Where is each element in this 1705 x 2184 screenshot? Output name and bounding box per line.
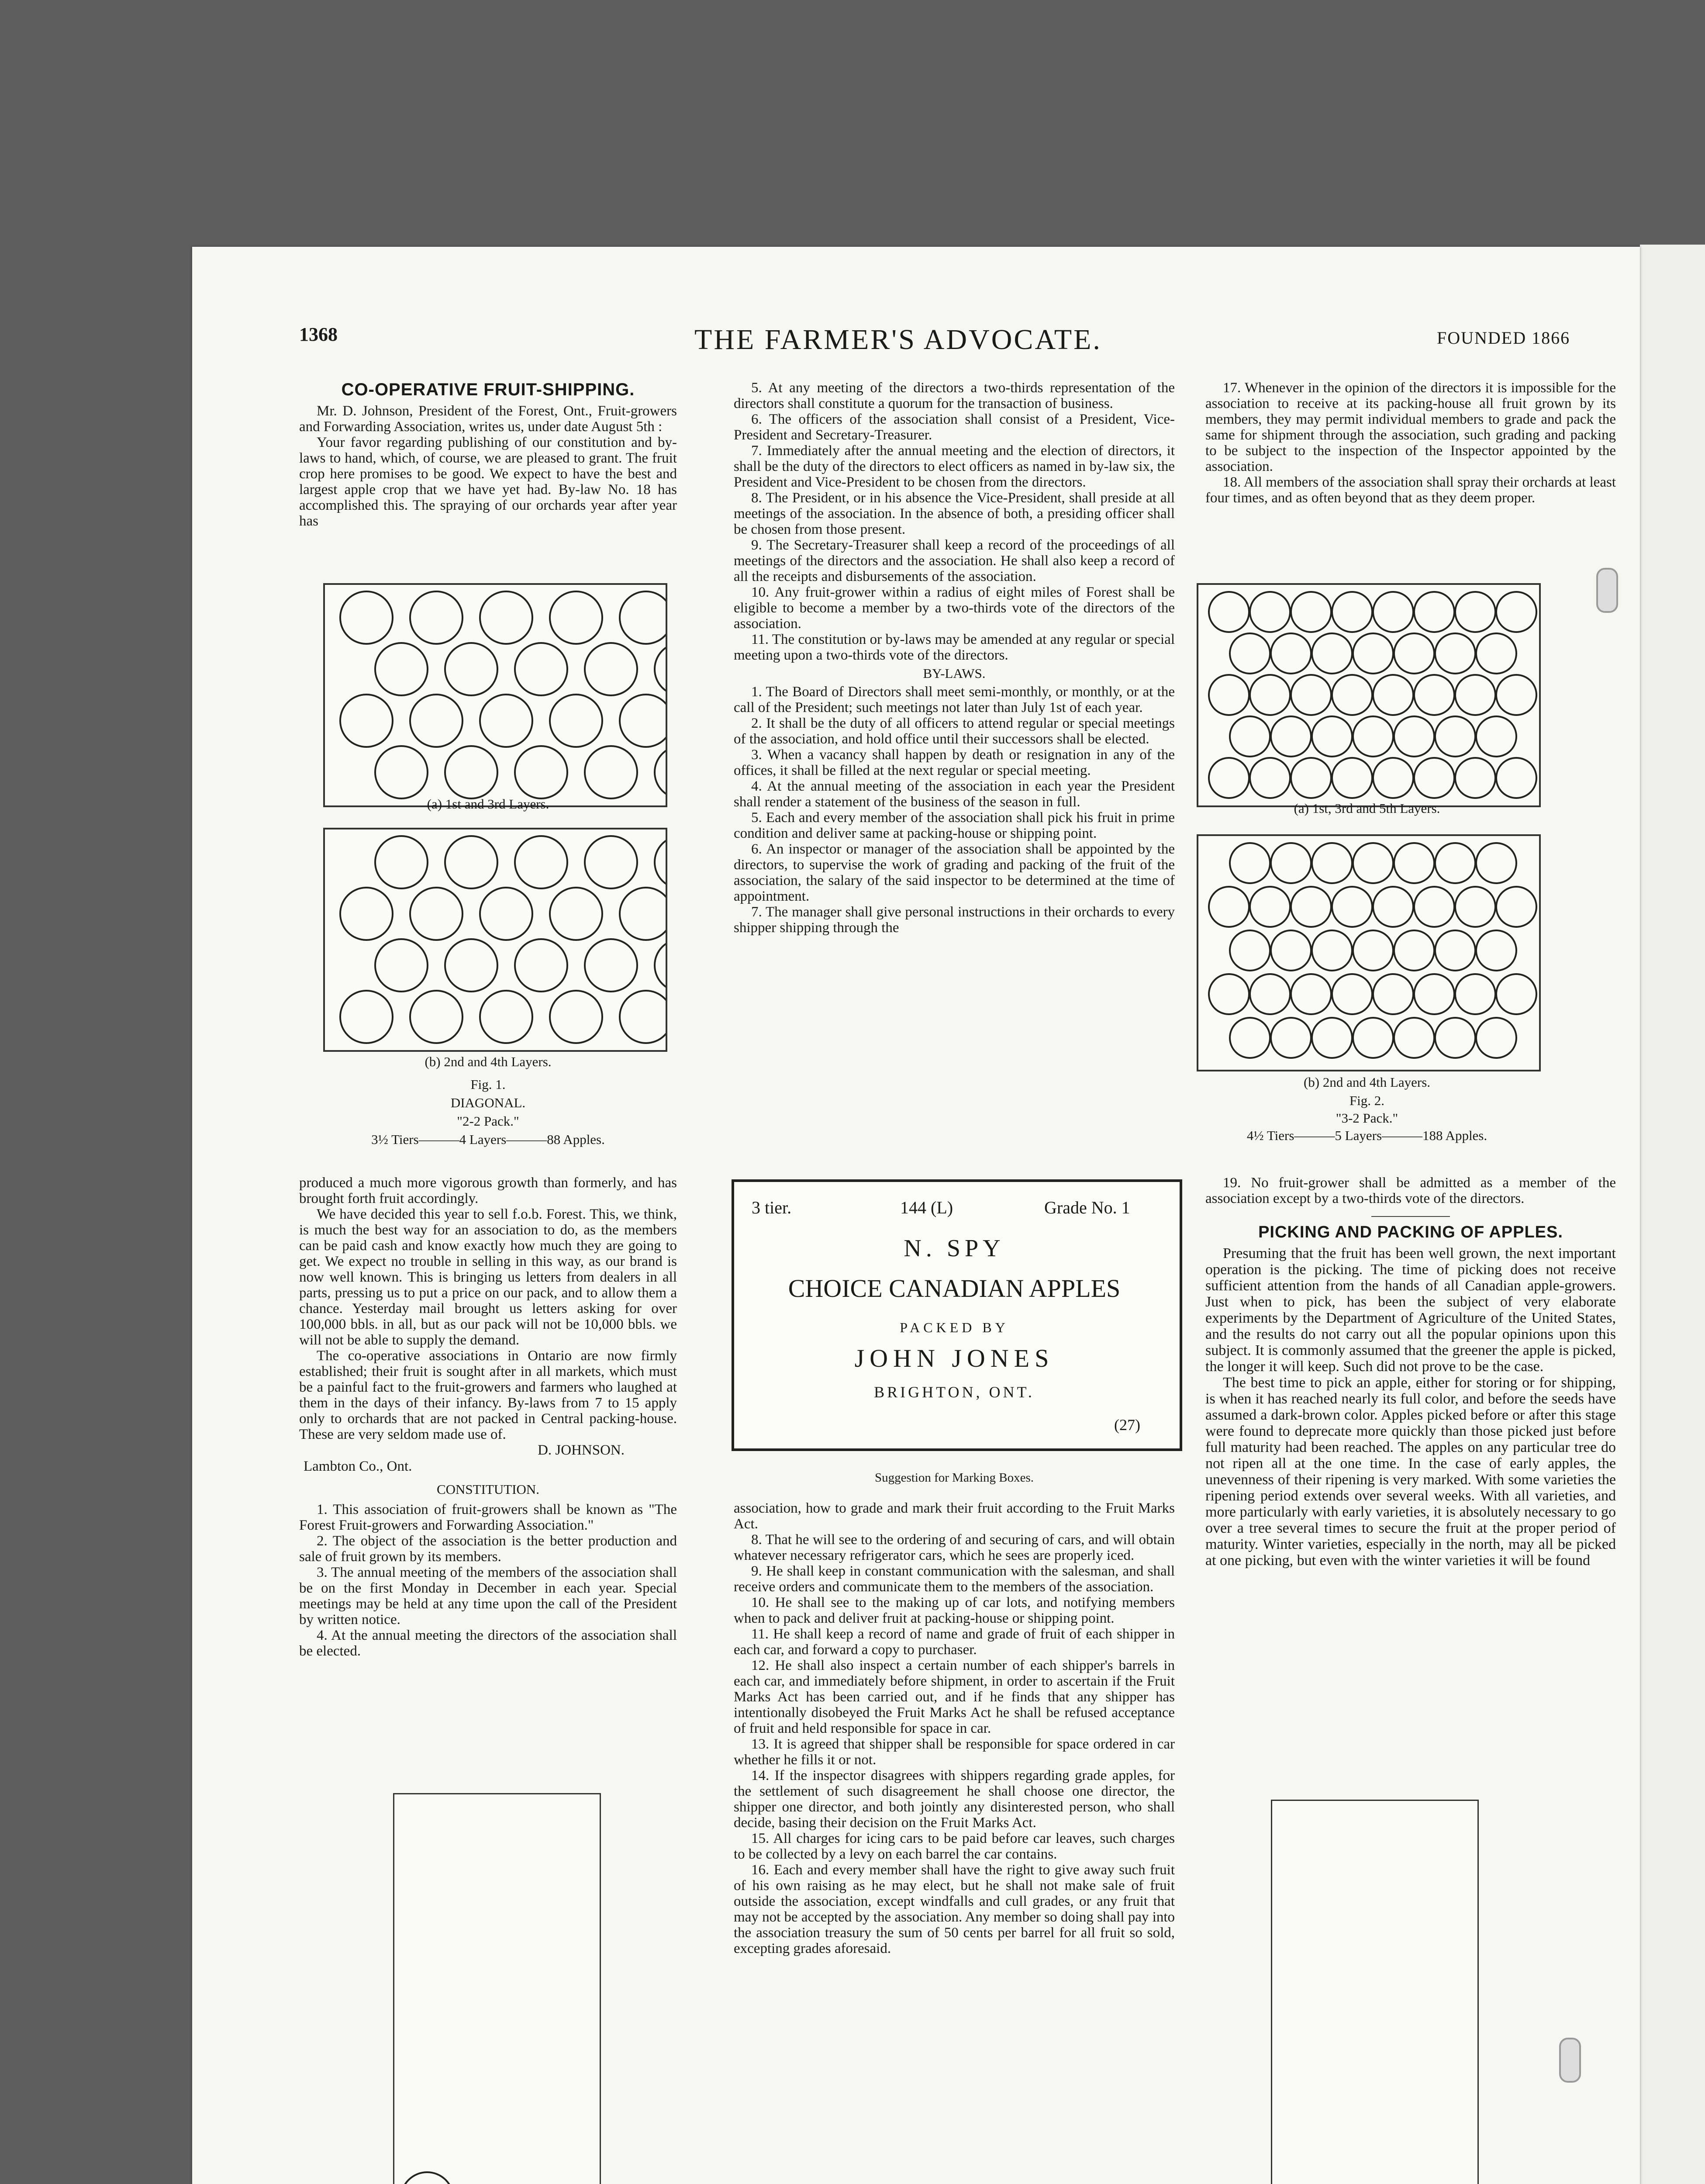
apple-circle <box>1250 887 1290 927</box>
apple-circle <box>445 746 497 798</box>
apple-circle <box>1291 974 1331 1014</box>
apple-circle <box>1435 843 1475 883</box>
apple-circle <box>585 746 637 798</box>
paragraph: 10. Any fruit-grower within a radius of eight miles of Forest shall be eligible to become a member by a two-thirds vote of the directors of the association. <box>734 584 1175 632</box>
apple-circle <box>1373 675 1413 715</box>
paragraph: 5. At any meeting of the directors a two-thirds representation of the directors shall constitute a quorum for the transaction of business. <box>734 380 1175 411</box>
apple-circle <box>1271 843 1311 883</box>
box-packed-by: PACKED BY <box>900 1320 1009 1335</box>
box-caption: Suggestion for Marking Boxes. <box>874 1471 1034 1485</box>
apple-circle <box>375 746 428 798</box>
apple-circle <box>1414 675 1454 715</box>
paragraph: The best time to pick an apple, either for storing or for shipping, is when it has reached nearly its full color, and before the seeds have assumed a dark-brown color. Apples picked before or after this stage were found to deprecate more quickly than those picked just before full maturity had been reached. The apples on any particular tree do not ripen all at the one time. In the case of early apples, the unevenness of their ripening is very marked. With some varieties the ripening period extends over several weeks. With all varieties, and more particularly with early varieties, it is absolutely necessary to go over a tree several times to secure the fruit at the proper period of maturity. Winter varieties, especially in the north, may all be picked at one picking, but even with the winter varieties it will be found <box>1205 1375 1616 1569</box>
apple-circle <box>410 888 462 940</box>
paragraph: 6. The officers of the association shall consist of a President, Vice-President and Secretary-Treasurer. <box>734 411 1175 443</box>
fig1a-circles <box>325 585 666 805</box>
paragraph: 11. He shall keep a record of name and grade of fruit of each shipper in each car, and forward a copy to purchaser. <box>734 1626 1175 1658</box>
apple-circle <box>1230 930 1270 971</box>
place: Lambton Co., Ont. <box>304 1458 412 1474</box>
fig2b-diagram <box>1197 834 1541 1071</box>
apple-circle <box>1435 633 1475 674</box>
column-2-top <box>734 380 1175 936</box>
fig1-caption-block <box>299 1054 677 1147</box>
column-3-body <box>1205 1175 1616 1569</box>
paragraph: 2. It shall be the duty of all officers to attend regular or special meetings of the association, and hold office until their successors shall be elected. <box>734 715 1175 747</box>
apple-circle <box>1312 843 1352 883</box>
apple-circle <box>1291 887 1331 927</box>
fig3-diagram <box>393 1793 601 2184</box>
paragraph: Mr. D. Johnson, President of the Forest, Ont., Fruit-growers and Forwarding Association, writes us, under date August 5th : <box>299 403 677 435</box>
apple-circle <box>655 643 666 695</box>
fig1b-diagram <box>323 828 667 1052</box>
column-3-top <box>1205 380 1616 506</box>
apple-circle <box>655 836 666 888</box>
paragraph: 3. The annual meeting of the members of the association shall be on the first Monday in December in each year. Special meetings may be held at any time upon the call of the President by written notice. <box>299 1565 677 1628</box>
paragraph: 9. The Secretary-Treasurer shall keep a record of the proceedings of all meetings of the directors and the association. He shall also keep a record of all the receipts and disbursements of the association. <box>734 537 1175 584</box>
paragraph: 2. The object of the association is the better production and sale of fruit grown by its members. <box>299 1533 677 1565</box>
article-title: CO-OPERATIVE FRUIT-SHIPPING. <box>341 380 635 399</box>
paragraph: 6. An inspector or manager of the association shall be appointed by the directors, to supervise the work of grading and packing of the fruit of the association, the salary of the said inspector to be determined at the time of appointment. <box>734 841 1175 904</box>
apple-circle <box>1353 1018 1393 1058</box>
apple-circle <box>1496 887 1536 927</box>
signature: D. JOHNSON. <box>538 1442 625 1458</box>
apple-circle <box>1271 716 1311 757</box>
paragraph: We have decided this year to sell f.o.b. Forest. This, we think, is much the best way for an association to do, as the members can be paid cash and know exactly how much they are going to get. We expect no trouble in selling in this way, as our brand is now well known. This is bringing us letters from dealers in all parts, pressing us to put a price on our pack, and to allow them a chance. Yesterday mail brought us letters asking for over 100,000 bbls. in all, but as our pack will not be 10,000 bbls. we will not be able to supply the demand. <box>299 1206 677 1348</box>
paragraph: Presuming that the fruit has been well grown, the next important operation is the picking. The time of picking does not receive sufficient attention from the hands of all Canadian apple-growers. Just when to pick, has been the subject of very elaborate experiments by the Department of Agriculture of the United States, and the results do not carry out all the popular opinions upon this subject. It is commonly assumed that the greener the apple is picked, the longer it will keep. Such did not prove to be the case. <box>1205 1245 1616 1375</box>
fig2a-circles <box>1198 585 1539 805</box>
founded-line: FOUNDED 1866 <box>1437 328 1570 348</box>
paragraph: 8. That he will see to the ordering of and securing of cars, and will obtain whatever necessary refrigerator cars, which he sees are properly iced. <box>734 1532 1175 1563</box>
apple-circle <box>1435 716 1475 757</box>
binder-clip <box>1596 568 1618 613</box>
apple-circle <box>1209 974 1249 1014</box>
fig2a-caption: (a) 1st, 3rd and 5th Layers. <box>1294 801 1440 816</box>
apple-circle <box>550 695 602 747</box>
paragraph: 1. The Board of Directors shall meet semi-monthly, or monthly, or at the call of the President; such meetings not later than July 1st of each year. <box>734 684 1175 715</box>
apple-circle <box>1230 1018 1270 1058</box>
apple-circle <box>1476 716 1516 757</box>
apple-circle <box>445 939 497 992</box>
apple-circle <box>340 991 393 1043</box>
paragraph: 12. He shall also inspect a certain number of each shipper's barrels in each car, and immediately before shipment, in order to ascertain if the Fruit Marks Act has been carried out, and if he finds that any shipper has intentionally disobeyed the Fruit Marks Act he shall be refused acceptance of fruit and held responsible for space in car. <box>734 1658 1175 1736</box>
apple-circle <box>1250 675 1290 715</box>
apple-circle <box>480 991 532 1043</box>
paragraph: 5. Each and every member of the association shall pick his fruit in prime condition and deliver same at packing-house or shipping point. <box>734 810 1175 841</box>
apple-circle <box>1476 843 1516 883</box>
apple-circle <box>620 591 666 644</box>
paragraph: 8. The President, or in his absence the Vice-President, shall preside at all meetings of the association. In the absence of both, a presiding officer shall be chosen from those present. <box>734 490 1175 537</box>
apple-circle <box>1353 843 1393 883</box>
apple-circle <box>1414 592 1454 632</box>
fig2-caption-block <box>1184 1075 1550 1144</box>
apple-circle <box>1496 758 1536 798</box>
apple-circle <box>1476 633 1516 674</box>
fig1-title: DIAGONAL. <box>450 1095 526 1110</box>
paragraph: 7. Immediately after the annual meeting and the election of directors, it shall be the duty of the directors to elect officers as named in by-law six, the President and Vice-President to be chosen from the directors. <box>734 443 1175 490</box>
adjacent-page-edge <box>1640 245 1705 2184</box>
apple-circle <box>1496 974 1536 1014</box>
apple-circle <box>620 991 666 1043</box>
box-tier: 3 tier. <box>752 1198 792 1217</box>
fig2-pack: "3-2 Pack." <box>1336 1110 1398 1126</box>
fig4-circles <box>1272 1801 1477 2184</box>
apple-circle <box>1209 675 1249 715</box>
paragraph: 17. Whenever in the opinion of the directors it is impossible for the association to receive at its packing-house all fruit grown by its members, they may permit individual members to grade and pack the same for shipment through the association, such grading and packing to be subject to the inspection of the Inspector appointed by the association. <box>1205 380 1616 474</box>
apple-circle <box>1414 758 1454 798</box>
binder-clip <box>1559 2038 1581 2083</box>
apple-circle <box>1455 675 1495 715</box>
constitution-heading: CONSTITUTION. <box>436 1482 540 1497</box>
apple-circle <box>340 695 393 747</box>
apple-circle <box>340 591 393 644</box>
column-1-body <box>299 1175 677 1659</box>
paragraph: 11. The constitution or by-laws may be amended at any regular or special meeting upon a two-thirds vote of the directors. <box>734 632 1175 663</box>
fig1a-diagram <box>323 583 667 807</box>
fig3-circles <box>394 1794 600 2184</box>
fig1-label: Fig. 1. <box>470 1077 506 1092</box>
apple-circle <box>1332 758 1372 798</box>
apple-circle <box>480 591 532 644</box>
apple-circle <box>620 888 666 940</box>
apple-circle <box>1394 843 1434 883</box>
apple-circle <box>375 836 428 888</box>
fig1b-circles <box>325 829 666 1050</box>
apple-circle <box>1312 1018 1352 1058</box>
numbered-apple-circle <box>401 2172 453 2184</box>
paragraph: 19. No fruit-grower shall be admitted as a member of the association except by a two-thirds vote of the directors. <box>1205 1175 1616 1206</box>
apple-circle <box>1373 592 1413 632</box>
paragraph: 7. The manager shall give personal instructions in their orchards to every shipper shipping through the <box>734 904 1175 936</box>
apple-circle <box>620 695 666 747</box>
column-2-body <box>734 1500 1175 1956</box>
fig1a-caption: (a) 1st and 3rd Layers. <box>427 796 549 812</box>
paragraph: 4. At the annual meeting of the association in each year the President shall render a statement of the business of the season in full. <box>734 778 1175 810</box>
apple-circle <box>1332 887 1372 927</box>
divider <box>1371 1216 1450 1217</box>
apple-circle <box>1353 930 1393 971</box>
fig1b-caption: (b) 2nd and 4th Layers. <box>425 1054 552 1069</box>
fig1-pack: "2-2 Pack." <box>457 1113 519 1129</box>
apple-circle <box>1291 675 1331 715</box>
apple-circle <box>1332 974 1372 1014</box>
box-grade: Grade No. 1 <box>1044 1198 1130 1217</box>
apple-circle <box>1414 887 1454 927</box>
apple-circle <box>1312 716 1352 757</box>
apple-circle <box>1353 633 1393 674</box>
bylaws-heading: BY-LAWS. <box>923 666 986 681</box>
box-number: (27) <box>1114 1416 1140 1434</box>
apple-circle <box>375 939 428 992</box>
apple-circle <box>585 643 637 695</box>
apple-circle <box>1291 592 1331 632</box>
apple-circle <box>1230 633 1270 674</box>
apple-circle <box>1373 887 1413 927</box>
box-place: BRIGHTON, ONT. <box>874 1383 1035 1401</box>
paragraph: association, how to grade and mark their fruit according to the Fruit Marks Act. <box>734 1500 1175 1532</box>
paragraph: 13. It is agreed that shipper shall be responsible for space ordered in car whether he fills it or not. <box>734 1736 1175 1768</box>
apple-circle <box>550 888 602 940</box>
apple-circle <box>410 991 462 1043</box>
apple-circle <box>1455 887 1495 927</box>
apple-circle <box>1476 1018 1516 1058</box>
apple-circle <box>1230 843 1270 883</box>
apple-circle <box>655 746 666 798</box>
newspaper-page <box>192 247 1640 2184</box>
apple-circle <box>585 836 637 888</box>
apple-circle <box>515 746 567 798</box>
apple-circle <box>1476 930 1516 971</box>
apple-circle <box>550 591 602 644</box>
fig2b-caption: (b) 2nd and 4th Layers. <box>1303 1075 1431 1090</box>
apple-circle <box>1414 974 1454 1014</box>
apple-box-marking <box>732 1179 1182 1451</box>
apple-circle <box>1230 716 1270 757</box>
paragraph: 15. All charges for icing cars to be paid before car leaves, such charges to be collected by a levy on each barrel the car contains. <box>734 1831 1175 1862</box>
column-1-top <box>299 380 677 529</box>
paragraph: 16. Each and every member shall have the right to give away such fruit of his own raising as he may elect, but he shall not make sale of fruit outside the association, except windfalls and cull grades, or any fruit that may not be accepted by the association. Any member so doing shall pay into the association treasury the sum of 50 cents per barrel for all fruit so sold, excepting grades aforesaid. <box>734 1862 1175 1956</box>
paragraph: The co-operative associations in Ontario are now firmly established; their fruit is sought after in all markets, which must be a painful fact to the fruit-growers and farmers who laughed at them in the days of their infancy. By-laws from 7 to 15 apply only to orchards that are not packed in Central packing-house. These are very seldom made use of. <box>299 1348 677 1442</box>
apple-circle <box>515 643 567 695</box>
apple-circle <box>1271 633 1311 674</box>
apple-circle <box>1250 974 1290 1014</box>
apple-circle <box>1373 758 1413 798</box>
apple-circle <box>1455 758 1495 798</box>
apple-circle <box>1496 592 1536 632</box>
apple-circle <box>1394 633 1434 674</box>
fig4-diagram <box>1271 1800 1479 2184</box>
apple-circle <box>1332 675 1372 715</box>
apple-circle <box>1209 887 1249 927</box>
apple-circle <box>445 836 497 888</box>
paragraph: 14. If the inspector disagrees with shippers regarding grade apples, for the settlement of such disagreement he shall choose one director, the shipper one director, and both jointly any disinterested person, who shall decide, basing their decision on the Fruit Marks Act. <box>734 1768 1175 1831</box>
fig2a-diagram <box>1197 583 1541 807</box>
apple-circle <box>1394 716 1434 757</box>
apple-circle <box>1209 758 1249 798</box>
apple-circle <box>445 643 497 695</box>
apple-circle <box>1209 592 1249 632</box>
apple-circle <box>1435 1018 1475 1058</box>
paragraph: 9. He shall keep in constant communication with the salesman, and shall receive orders and communicate them to the members of the association. <box>734 1563 1175 1595</box>
paragraph: Your favor regarding publishing of our constitution and by-laws to hand, which, of course, we are pleased to grant. The fruit crop here promises to be good. We expect to have the best and largest apple crop that we have yet had. By-law No. 18 has accomplished this. The spraying of our orchards year after year has <box>299 435 677 529</box>
apple-circle <box>515 836 567 888</box>
apple-circle <box>1394 930 1434 971</box>
apple-circle <box>1455 974 1495 1014</box>
apple-circle <box>410 591 462 644</box>
apple-circle <box>515 939 567 992</box>
apple-circle <box>375 643 428 695</box>
box-variety: N. SPY <box>904 1235 1005 1262</box>
apple-circle <box>1291 758 1331 798</box>
apple-circle <box>1394 1018 1434 1058</box>
paragraph: 1. This association of fruit-growers shall be known as "The Forest Fruit-growers and Forwarding Association." <box>299 1502 677 1533</box>
paragraph: 10. He shall see to the making up of car lots, and notifying members when to pack and deliver fruit at packing-house or shipping point. <box>734 1595 1175 1626</box>
paragraph: 18. All members of the association shall spray their orchards at least four times, and as often beyond that as they deem proper. <box>1205 474 1616 506</box>
box-packer: JOHN JONES <box>854 1344 1054 1372</box>
article-title-2: PICKING AND PACKING OF APPLES. <box>1258 1223 1563 1241</box>
fig1-counts: 3½ Tiers———4 Layers———88 Apples. <box>371 1132 605 1147</box>
apple-circle <box>480 695 532 747</box>
apple-circle <box>550 991 602 1043</box>
apple-circle <box>1250 592 1290 632</box>
apple-circle <box>1271 930 1311 971</box>
paragraph: 3. When a vacancy shall happen by death or resignation in any of the offices, it shall be filled at the next regular or special meeting. <box>734 747 1175 778</box>
fig2-label: Fig. 2. <box>1349 1093 1385 1108</box>
apple-circle <box>1455 592 1495 632</box>
apple-circle <box>1496 675 1536 715</box>
page-number: 1368 <box>299 324 338 345</box>
apple-circle <box>1312 633 1352 674</box>
fig2b-circles <box>1198 836 1539 1070</box>
apple-circle <box>480 888 532 940</box>
apple-circle <box>340 888 393 940</box>
apple-circle <box>1353 716 1393 757</box>
apple-circle <box>410 695 462 747</box>
apple-circle <box>655 939 666 992</box>
paragraph: 4. At the annual meeting the directors of the association shall be elected. <box>299 1628 677 1659</box>
fig2-counts: 4½ Tiers———5 Layers———188 Apples. <box>1246 1128 1488 1143</box>
apple-circle <box>585 939 637 992</box>
apple-circle <box>1271 1018 1311 1058</box>
apple-circle <box>1373 974 1413 1014</box>
box-title: CHOICE CANADIAN APPLES <box>788 1274 1121 1303</box>
apple-circle <box>1250 758 1290 798</box>
masthead-title: THE FARMER'S ADVOCATE. <box>694 324 1102 356</box>
apple-circle <box>1312 930 1352 971</box>
apple-circle <box>1435 930 1475 971</box>
apple-circle <box>1332 592 1372 632</box>
paragraph: produced a much more vigorous growth than formerly, and has brought forth fruit accordingly. <box>299 1175 677 1206</box>
box-count: 144 (L) <box>900 1198 953 1217</box>
